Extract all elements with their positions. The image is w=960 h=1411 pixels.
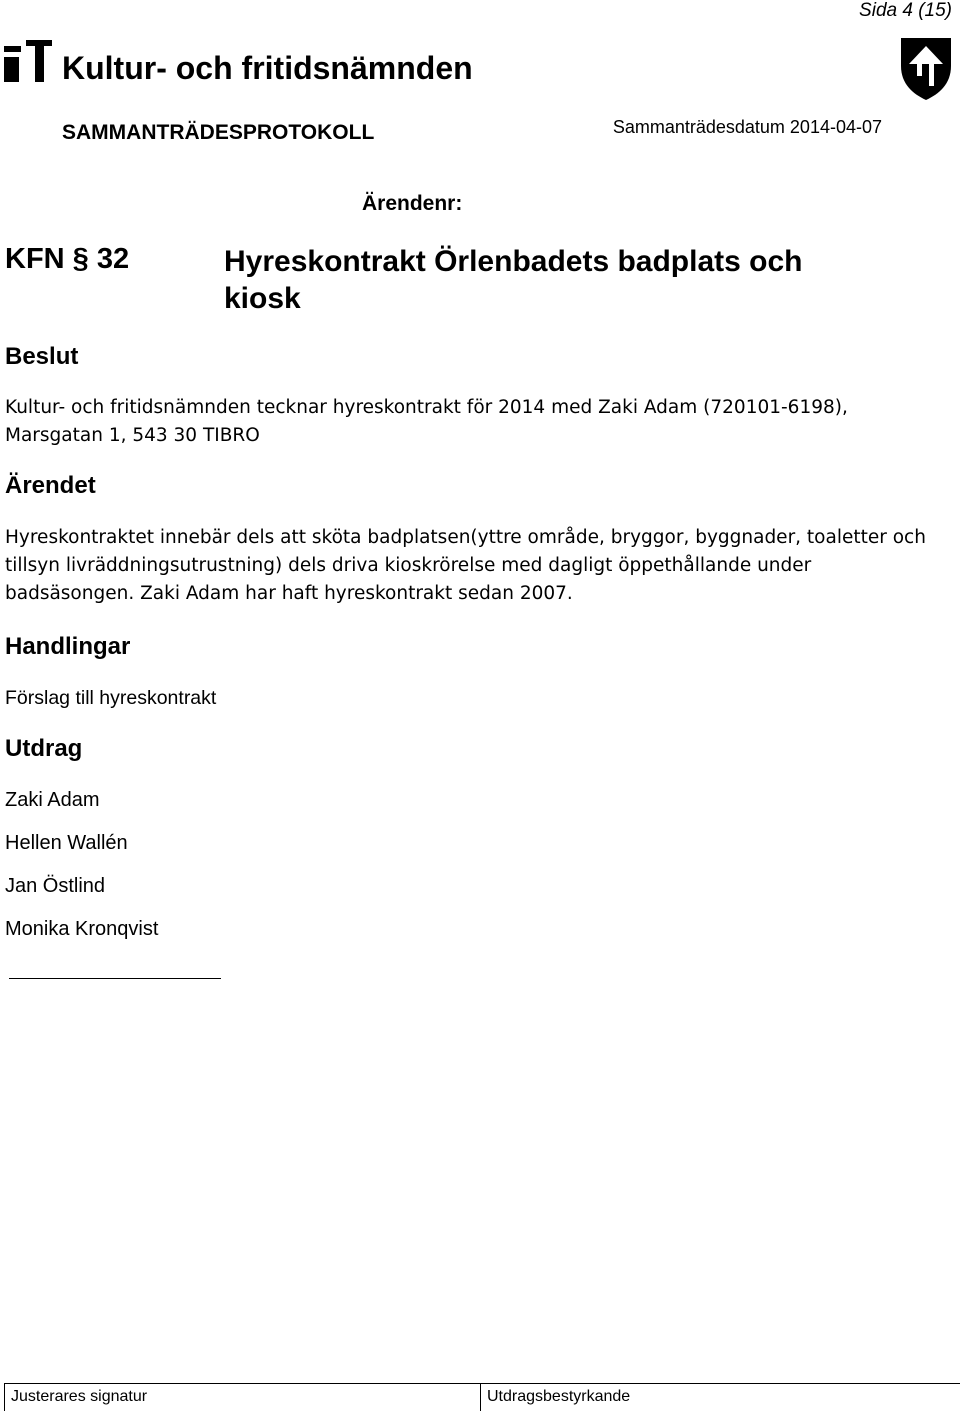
list-item: Jan Östlind <box>5 875 106 897</box>
handlingar-text: Förslag till hyreskontrakt <box>5 687 217 709</box>
paragraph-number: KFN § 32 <box>5 243 130 275</box>
list-item: Zaki Adam <box>5 789 100 811</box>
coat-of-arms-icon <box>899 36 953 106</box>
tibro-logo-icon <box>4 40 52 86</box>
list-item: Monika Kronqvist <box>5 918 159 940</box>
case-number-label: Ärendenr: <box>362 192 463 215</box>
footer-signature-table <box>4 1383 960 1411</box>
meeting-date: Sammanträdesdatum 2014-04-07 <box>612 117 882 137</box>
extract-certifier-field[interactable] <box>480 1384 960 1411</box>
utdrag-heading: Utdrag <box>5 735 83 762</box>
extract-certifier-label: Utdragsbestyrkande <box>487 1388 631 1405</box>
organization-name: Kultur- och fritidsnämnden <box>62 50 473 86</box>
recipient-list <box>5 788 158 960</box>
handlingar-heading: Handlingar <box>5 633 131 660</box>
arendet-text: Hyreskontraktet innebär dels att sköta badplatsen(yttre område, bryggor, byggnader, toaletter och tillsyn livräddningsutrustning) dels driva kioskrörelse med dagligt öppethållande under badsäsongen. Zaki Adam har haft hyreskontrakt sedan 2007. <box>5 527 926 604</box>
beslut-text: Kultur- och fritidsnämnden tecknar hyreskontrakt för 2014 med Zaki Adam (720101-6198), Marsgatan 1, 543 30 TIBRO <box>5 397 848 446</box>
paragraph-title: Hyreskontrakt Örlenbadets badplats och kiosk <box>224 245 803 315</box>
document-type: SAMMANTRÄDESPROTOKOLL <box>62 121 375 144</box>
adjuster-signature-field[interactable] <box>4 1384 480 1411</box>
list-item: Hellen Wallén <box>5 832 128 854</box>
signature-line <box>9 978 221 979</box>
adjuster-signature-label: Justerares signatur <box>11 1388 148 1405</box>
beslut-heading: Beslut <box>5 343 79 370</box>
arendet-heading: Ärendet <box>5 472 96 499</box>
page-number: Sida 4 (15) <box>859 0 952 21</box>
